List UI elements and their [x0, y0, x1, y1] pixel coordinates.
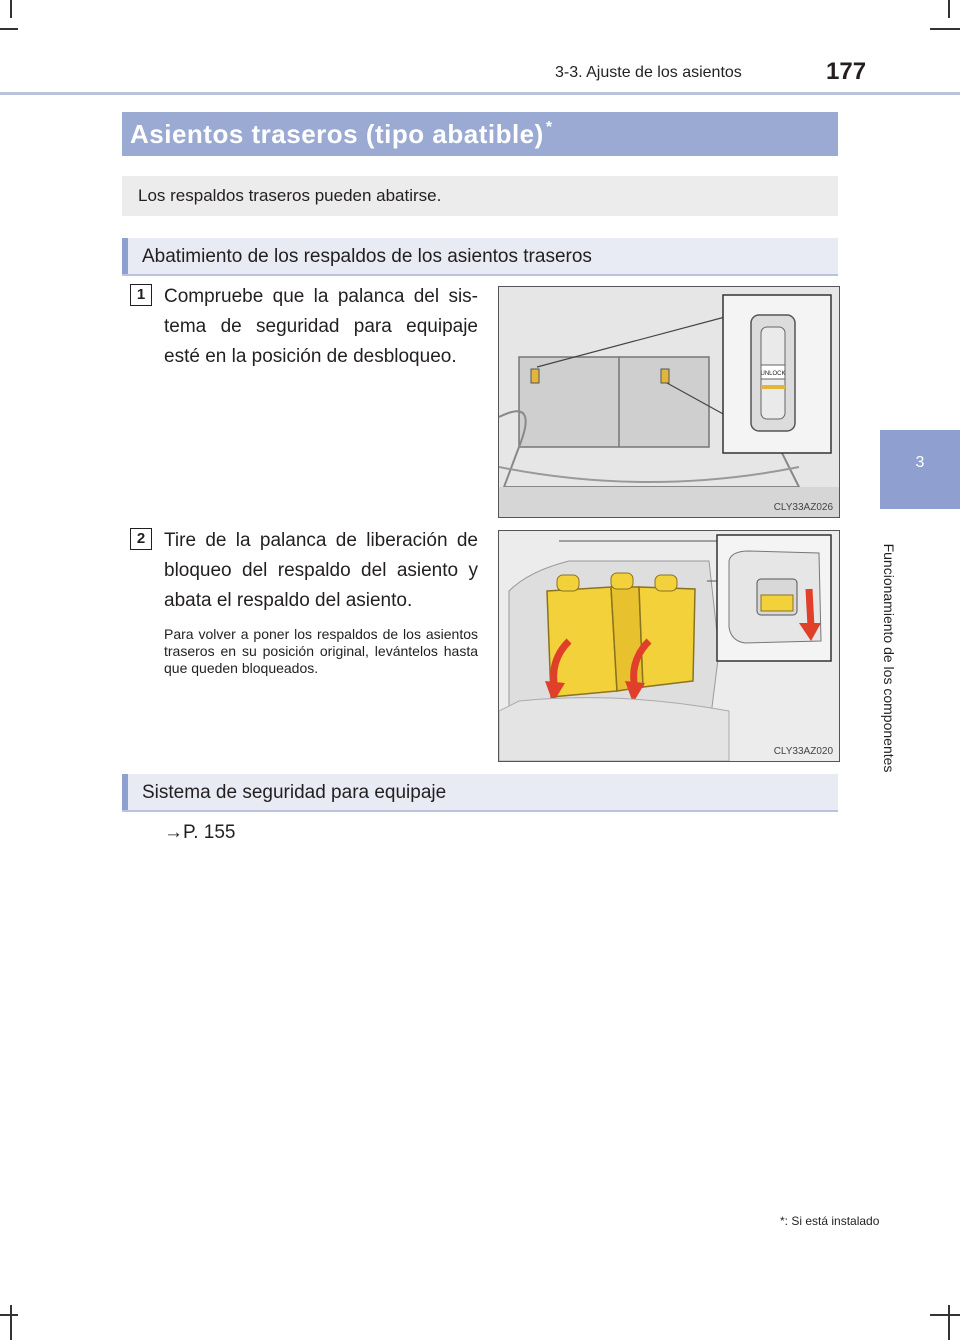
trunk-image: [499, 287, 839, 517]
chapter-number: 3: [915, 454, 925, 471]
subsection-heading-bar: [122, 774, 838, 812]
page-reference-link[interactable]: →P. 155: [164, 822, 236, 843]
section-title: Asientos traseros (tipo abatible): [130, 119, 544, 149]
step-text: Compruebe que la palanca del sis-tema de seguridad para equipaje esté en la posición de desbloqueo.: [164, 286, 478, 367]
trunk-illustration: [498, 286, 840, 518]
footnote-marker: *: [780, 1214, 785, 1228]
subsection-heading: Abatimiento de los respaldos de los asientos traseros: [142, 246, 592, 267]
intro-text: Los respaldos traseros pueden abatirse.: [138, 186, 442, 205]
step-text: Tire de la palanca de liberación de bloqueo del respaldo del asiento y abata el respaldo del asiento.: [164, 530, 478, 611]
crop-mark: [948, 1305, 950, 1340]
subsection-heading-bar: [122, 238, 838, 276]
crop-mark: [930, 1314, 960, 1316]
step-number: 2: [130, 528, 152, 550]
installed-marker: *: [545, 119, 553, 136]
subsection-heading: Sistema de seguridad para equipaje: [142, 782, 447, 803]
image-code: CLY33AZ020: [773, 746, 833, 757]
crop-mark: [0, 1314, 18, 1316]
rear-seat-illustration: [498, 530, 840, 762]
crop-mark: [10, 1305, 12, 1340]
crop-mark: [10, 0, 12, 18]
image-code: CLY33AZ026: [773, 502, 833, 513]
chapter-tab: [880, 430, 960, 509]
step-number: 1: [130, 284, 152, 306]
footnote-text: : Si está instalado: [784, 1214, 880, 1228]
unlock-label: UNLOCK: [760, 371, 786, 377]
header-section-title: 3-3. Ajuste de los asientos: [555, 64, 742, 81]
chapter-title: Funcionamiento de los componentes: [881, 543, 897, 773]
section-title-bar: [122, 112, 838, 156]
seat-image: [499, 531, 839, 761]
crop-mark: [0, 28, 18, 30]
intro-box: [122, 176, 838, 216]
page-number: 177: [826, 58, 867, 85]
step-note: Para volver a poner los respaldos de los asientos traseros en su posición original, levántelos hasta que queden bloqueados.: [164, 626, 478, 676]
crop-mark: [948, 0, 950, 18]
chapter-title-vertical: [869, 520, 909, 800]
crop-mark: [930, 28, 960, 30]
header-rule: [0, 92, 960, 95]
footnote: [780, 1214, 879, 1228]
